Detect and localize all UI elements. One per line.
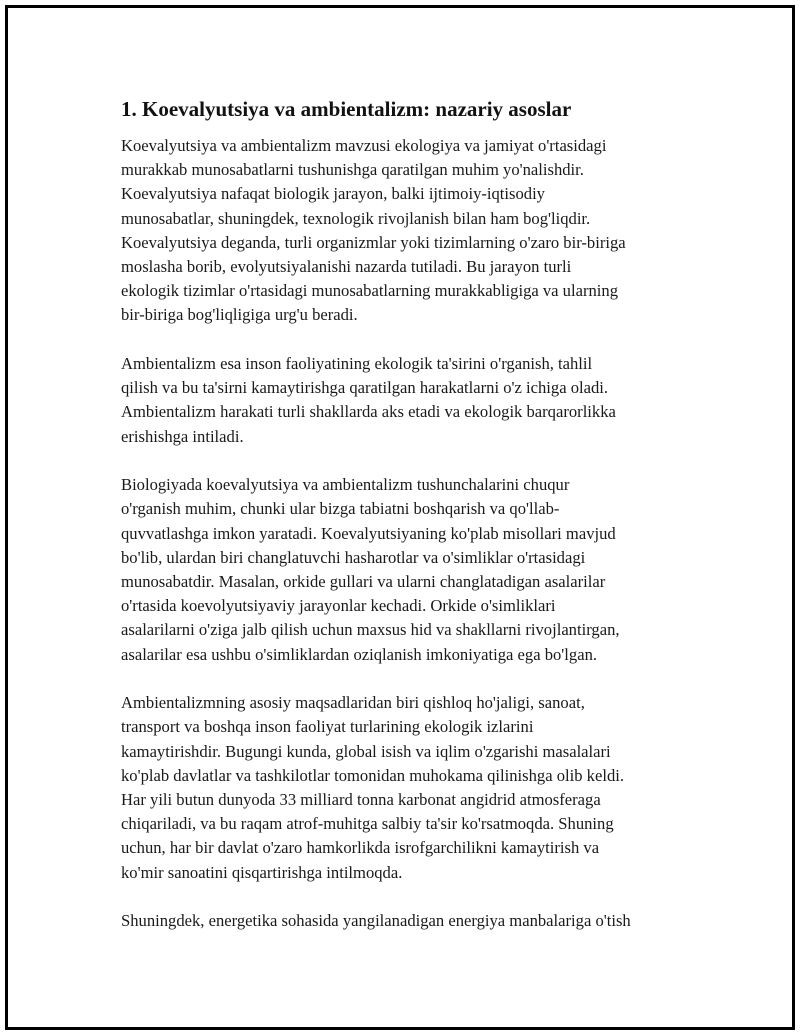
- paragraph-koevalyutsiya-intro: [121, 134, 701, 328]
- text-line: asalarilar esa ushbu o'simliklardan oziqlanish imkoniyatiga ega bo'lgan.: [121, 644, 598, 664]
- text-line: kamaytirishdir. Bugungi kunda, global isish va iqlim o'zgarishi masalalari: [121, 741, 611, 761]
- text-line: Koevalyutsiya nafaqat biologik jarayon, balki ijtimoiy-iqtisodiy: [121, 184, 545, 204]
- text-line: Har yili butun dunyoda 33 milliard tonna karbonat angidrid atmosferaga: [121, 790, 601, 810]
- text-line: bo'lib, ulardan biri changlatuvchi hasharotlar va o'simliklar o'rtasidagi: [121, 547, 586, 567]
- paragraph-energetika: [121, 909, 701, 933]
- text-line: uchun, har bir davlat o'zaro hamkorlikda isrofgarchilikni kamaytirish va: [121, 838, 600, 858]
- text-line: o'rtasida koevolyutsiyaviy jarayonlar kechadi. Orkide o'simliklari: [121, 596, 556, 616]
- paragraph-ambientalizm-definition: [121, 352, 701, 449]
- text-line: Ambientalizmning asosiy maqsadlaridan biri qishloq ho'jaligi, sanoat,: [121, 693, 585, 713]
- text-line: Ambientalizm esa inson faoliyatining ekologik ta'sirini o'rganish, tahlil: [121, 354, 593, 374]
- text-line: ekologik tizimlar o'rtasidagi munosabatlarning murakkabligiga va ularning: [121, 281, 618, 301]
- text-line: Biologiyada koevalyutsiya va ambientalizm tushunchalarini chuqur: [121, 475, 570, 495]
- text-line: ko'plab davlatlar va tashkilotlar tomonidan muhokama qilinishga olib keldi.: [121, 765, 625, 785]
- text-line: munosabatdir. Masalan, orkide gullari va ularni changlatadigan asalarilar: [121, 572, 606, 592]
- text-line: Shuningdek, energetika sohasida yangilanadigan energiya manbalariga o'tish: [121, 911, 631, 931]
- text-line: bir-biriga bog'liqligiga urg'u beradi.: [121, 305, 358, 325]
- text-line: erishishga intiladi.: [121, 426, 244, 446]
- text-line: Koevalyutsiya deganda, turli organizmlar yoki tizimlarning o'zaro bir-biriga: [121, 232, 626, 252]
- text-line: ko'mir sanoatini qisqartirishga intilmoqda.: [121, 862, 403, 882]
- text-line: Koevalyutsiya va ambientalizm mavzusi ekologiya va jamiyat o'rtasidagi: [121, 136, 607, 155]
- document-body: [121, 94, 701, 958]
- text-line: moslasha borib, evolyutsiyalanishi nazarda tutiladi. Bu jarayon turli: [121, 257, 572, 277]
- text-line: Ambientalizm harakati turli shakllarda aks etadi va ekologik barqarorlikka: [121, 402, 616, 422]
- text-line: murakkab munosabatlarni tushunishga qaratilgan muhim yo'nalishdir.: [121, 160, 584, 180]
- text-line: transport va boshqa inson faoliyat turlarining ekologik izlarini: [121, 717, 534, 737]
- text-line: munosabatlar, shuningdek, texnologik rivojlanish bilan ham bog'liqdir.: [121, 208, 591, 228]
- page-frame: [5, 5, 795, 1030]
- paragraph-biologiya-examples: [121, 473, 701, 667]
- text-line: qilish va bu ta'sirni kamaytirishga qaratilgan harakatlarni o'z ichiga oladi.: [121, 378, 609, 398]
- text-line: quvvatlashga imkon yaratadi. Koevalyutsiyaning ko'plab misollari mavjud: [121, 523, 616, 543]
- section-heading: 1. Koevalyutsiya va ambientalizm: nazariy asoslar: [121, 97, 572, 121]
- paragraph-ambientalizm-goals: [121, 691, 701, 885]
- text-line: chiqariladi, va bu raqam atrof-muhitga salbiy ta'sir ko'rsatmoqda. Shuning: [121, 814, 614, 834]
- text-line: asalarilarni o'ziga jalb qilish uchun maxsus hid va shakllarni rivojlantirgan,: [121, 620, 620, 640]
- text-line: o'rganish muhim, chunki ular bizga tabiatni boshqarish va qo'llab-: [121, 499, 560, 519]
